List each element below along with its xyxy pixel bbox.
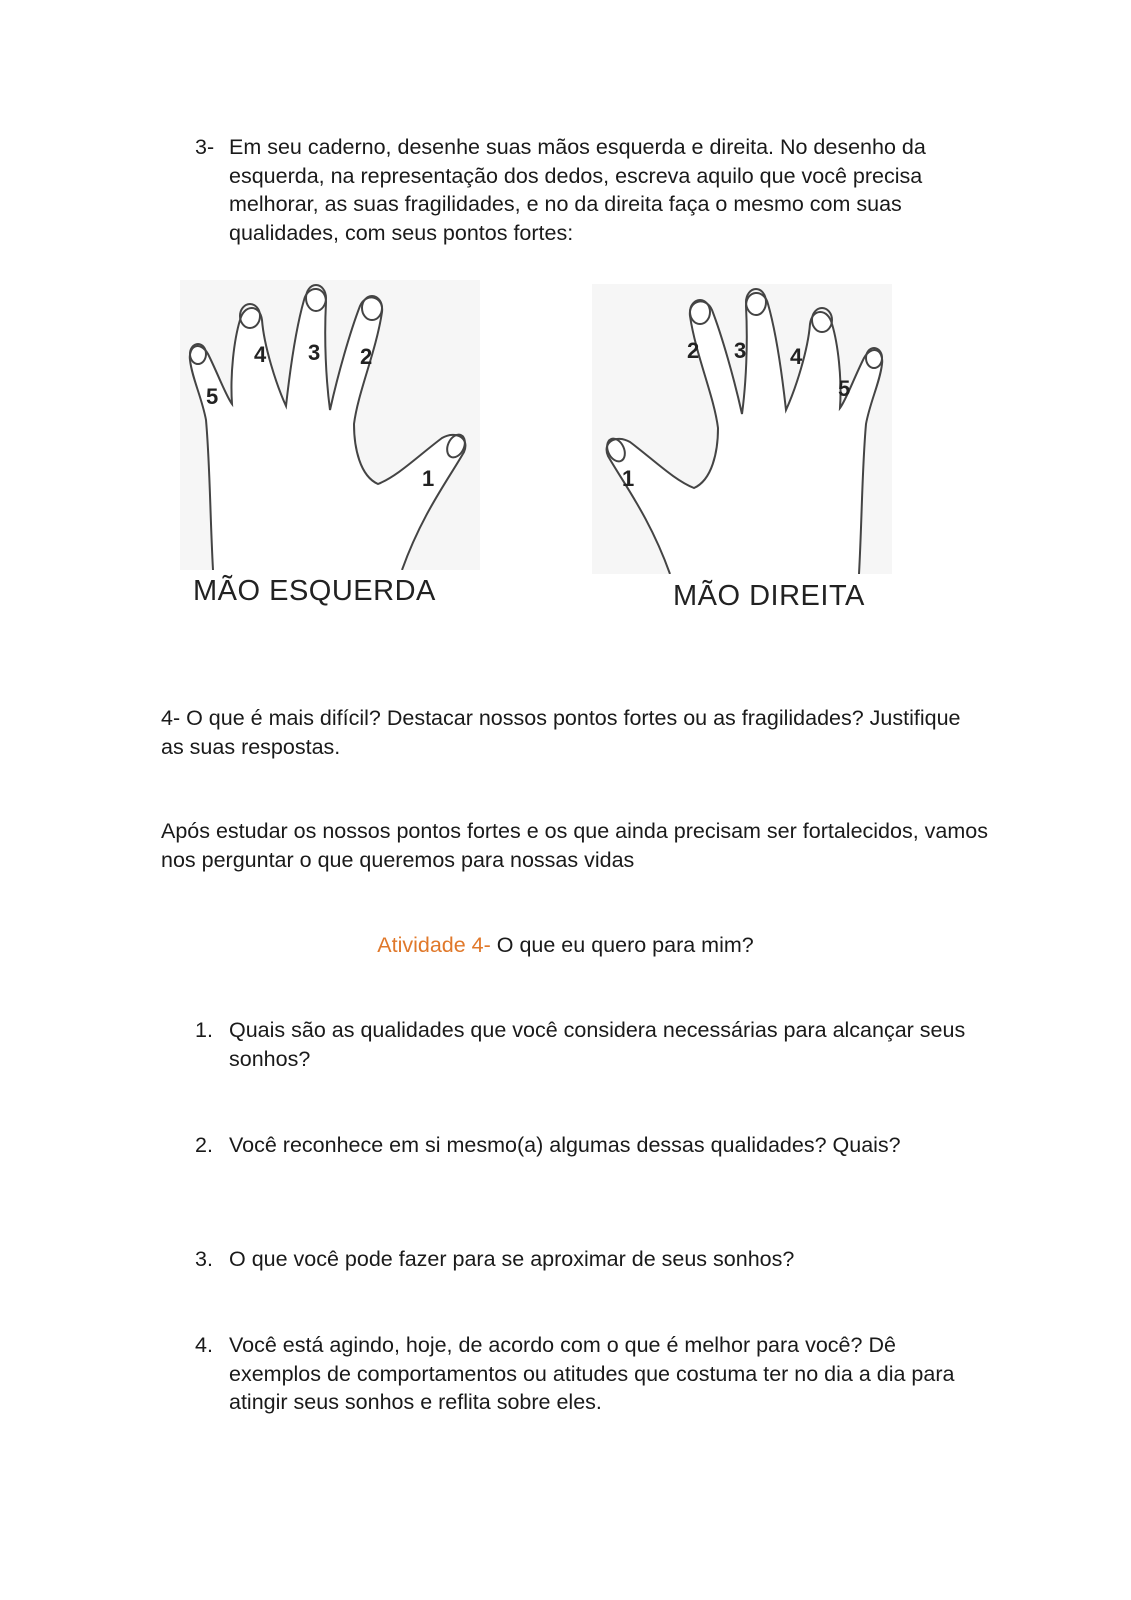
list-item-number: 1.: [195, 1018, 213, 1042]
left-finger-label-3: 3: [308, 340, 321, 365]
question-3-text: Em seu caderno, desenhe suas mãos esquerda e direita. No desenho da esquerda, na representação dos dedos, escreva aquilo que você precisa melhorar, as suas fragilidades, e no da direita faça o mesmo com suas qualidades, com seus pontos fortes:: [229, 135, 926, 245]
right-finger-label-4: 4: [790, 344, 803, 369]
question-4: 4- O que é mais difícil? Destacar nossos pontos fortes ou as fragilidades? Justifique as suas respostas.: [161, 706, 961, 759]
left-hand-drawing: [180, 280, 480, 570]
intro-paragraph: Após estudar os nossos pontos fortes e os que ainda precisam ser fortalecidos, vamos nos perguntar o que queremos para nossas vidas: [161, 819, 988, 872]
activity-heading: [0, 931, 1131, 960]
right-finger-label-1: 1: [622, 466, 635, 491]
question-3-number: 3-: [195, 135, 215, 159]
left-hand-illustration: [180, 280, 480, 570]
right-hand-illustration: [592, 284, 892, 574]
list-item-text: O que você pode fazer para se aproximar de seus sonhos?: [229, 1247, 795, 1271]
right-finger-label-2: 2: [687, 338, 700, 363]
right-hand-caption: MÃO DIREITA: [673, 580, 865, 612]
list-item-number: 2.: [195, 1133, 213, 1157]
left-finger-label-1: 1: [422, 466, 435, 491]
activity-label: Atividade 4-: [377, 933, 491, 957]
left-finger-label-4: 4: [254, 342, 267, 367]
left-finger-label-5: 5: [206, 384, 219, 409]
right-finger-label-3: 3: [734, 338, 747, 363]
left-finger-label-2: 2: [360, 344, 373, 369]
activity-title: O que eu quero para mim?: [490, 933, 754, 957]
right-finger-label-5: 5: [838, 376, 851, 401]
list-item-number: 3.: [195, 1247, 213, 1271]
list-item-number: 4.: [195, 1333, 213, 1357]
right-hand-drawing: [592, 284, 892, 574]
left-hand-caption: MÃO ESQUERDA: [193, 575, 436, 607]
list-item-text: Você está agindo, hoje, de acordo com o que é melhor para você? Dê exemplos de comportamentos ou atitudes que costuma ter no dia a dia para atingir seus sonhos e reflita sobre eles.: [229, 1333, 955, 1414]
list-item-text: Quais são as qualidades que você considera necessárias para alcançar seus sonhos?: [229, 1018, 966, 1071]
list-item-text: Você reconhece em si mesmo(a) algumas dessas qualidades? Quais?: [229, 1133, 901, 1157]
